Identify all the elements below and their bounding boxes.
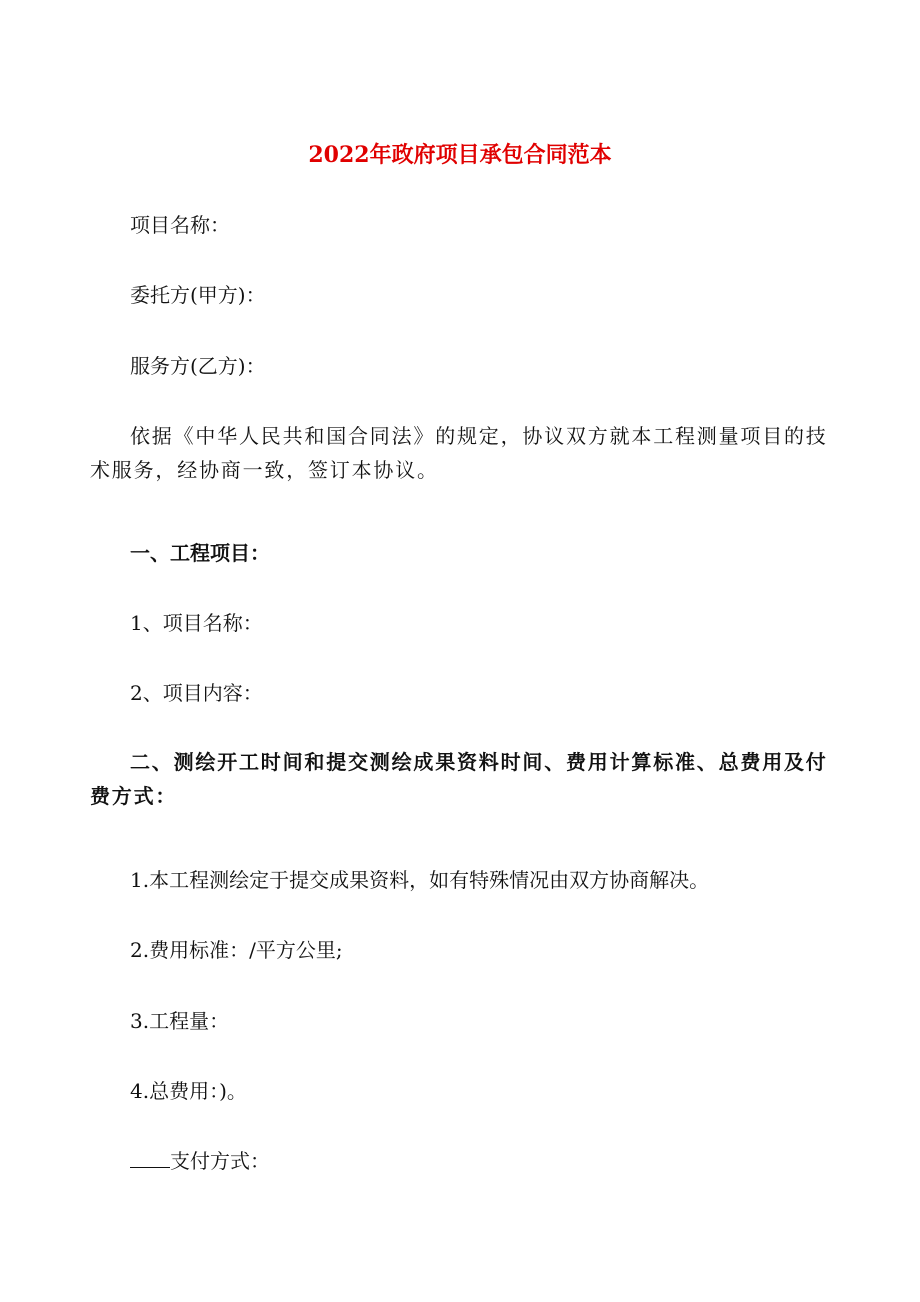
section-2-item-4: 4.总费用：)。 [130, 1079, 247, 1103]
intro-paragraph: 依据《中华人民共和国合同法》的规定，协议双方就本工程测量项目的技术服务，经协商一致，签订本协议。 [90, 424, 828, 482]
section-1-item-2: 2、项目内容： [130, 681, 263, 705]
party-b-line: 服务方(乙方)： [130, 354, 266, 378]
section-2-heading: 二、测绘开工时间和提交测绘成果资料时间、费用计算标准、总费用及付费方式： [90, 750, 828, 808]
section-2-item-3: 3.工程量： [130, 1009, 230, 1033]
fill-in-blank [130, 1149, 170, 1168]
section-1-item-1: 1、项目名称： [130, 611, 263, 635]
section-1-heading: 一、工程项目： [130, 541, 270, 565]
document-title: 2022年政府项目承包合同范本 [308, 142, 612, 168]
payment-method-line [90, 1144, 836, 1178]
section-2-item-1: 1.本工程测绘定于提交成果资料，如有特殊情况由双方协商解决。 [130, 868, 710, 892]
section-2-item-2: 2.费用标准：/平方公里; [130, 938, 343, 962]
payment-method-label: 支付方式： [170, 1149, 270, 1173]
party-a-line: 委托方(甲方)： [130, 283, 266, 307]
project-name-line: 项目名称： [130, 213, 230, 237]
